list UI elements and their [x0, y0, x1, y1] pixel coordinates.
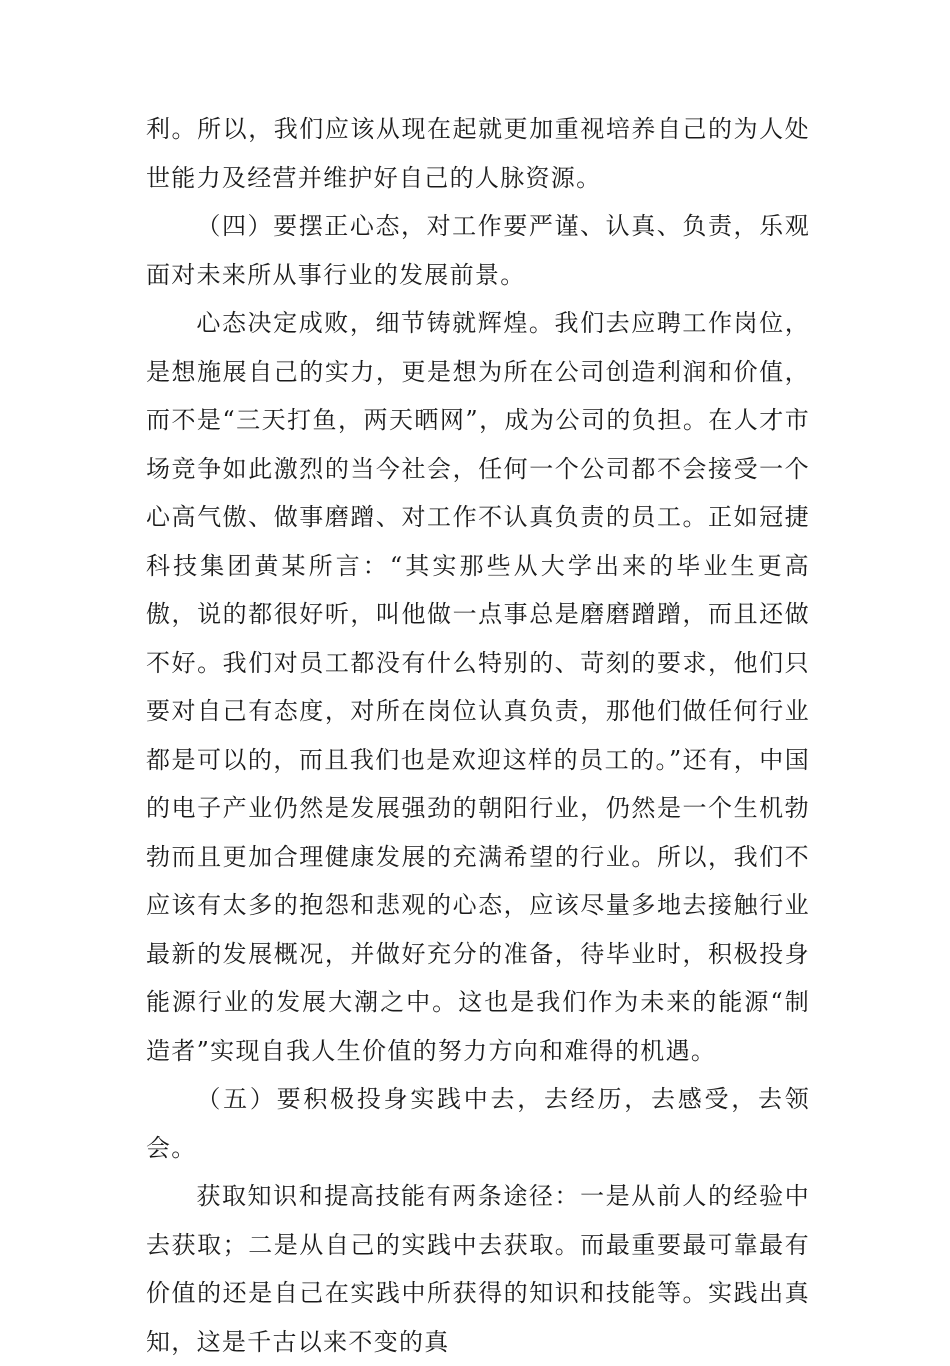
paragraph-mindset: 心态决定成败，细节铸就辉煌。我们去应聘工作岗位，是想施展自己的实力，更是想为所在公司创造利润和价值，而不是“三天打鱼，两天晒网”，成为公司的负担。在人才市场竞争如此激烈的当今社会，任何一个公司都不会接受一个心高气傲、做事磨蹭、对工作不认真负责的员工。正如冠捷科技集团黄某所言：“其实那些从大学出来的毕业生更高傲，说的都很好听，叫他做一点事总是磨磨蹭蹭，而且还做不好。我们对员工都没有什么特别的、苛刻的要求，他们只要对自己有态度，对所在岗位认真负责，那他们做任何行业都是可以的，而且我们也是欢迎这样的员工的。”还有，中国的电子产业仍然是发展强劲的朝阳行业，仍然是一个生机勃勃而且更加合理健康发展的充满希望的行业。所以，我们不应该有太多的抱怨和悲观的心态，应该尽量多地去接触行业最新的发展概况，并做好充分的准备，待毕业时，积极投身能源行业的发展大潮之中。这也是我们作为未来的能源“制造者”实现自我人生价值的努力方向和难得的机遇。 [146, 309, 810, 1065]
paragraph-practice: 获取知识和提高技能有两条途径：一是从前人的经验中去获取；二是从自己的实践中去获取。而最重要最可靠最有价值的还是自己在实践中所获得的知识和技能等。实践出真知，这是千古以来不变的真 [146, 1182, 810, 1356]
paragraph-heading-five: （五）要积极投身实践中去，去经历，去感受，去领会。 [146, 1085, 810, 1162]
paragraph-continuation: 利。所以，我们应该从现在起就更加重视培养自己的为人处世能力及经营并维护好自己的人脉资源。 [146, 115, 810, 192]
paragraph-heading-four: （四）要摆正心态，对工作要严谨、认真、负责，乐观面对未来所从事行业的发展前景。 [146, 212, 810, 289]
document-body [146, 105, 810, 1366]
